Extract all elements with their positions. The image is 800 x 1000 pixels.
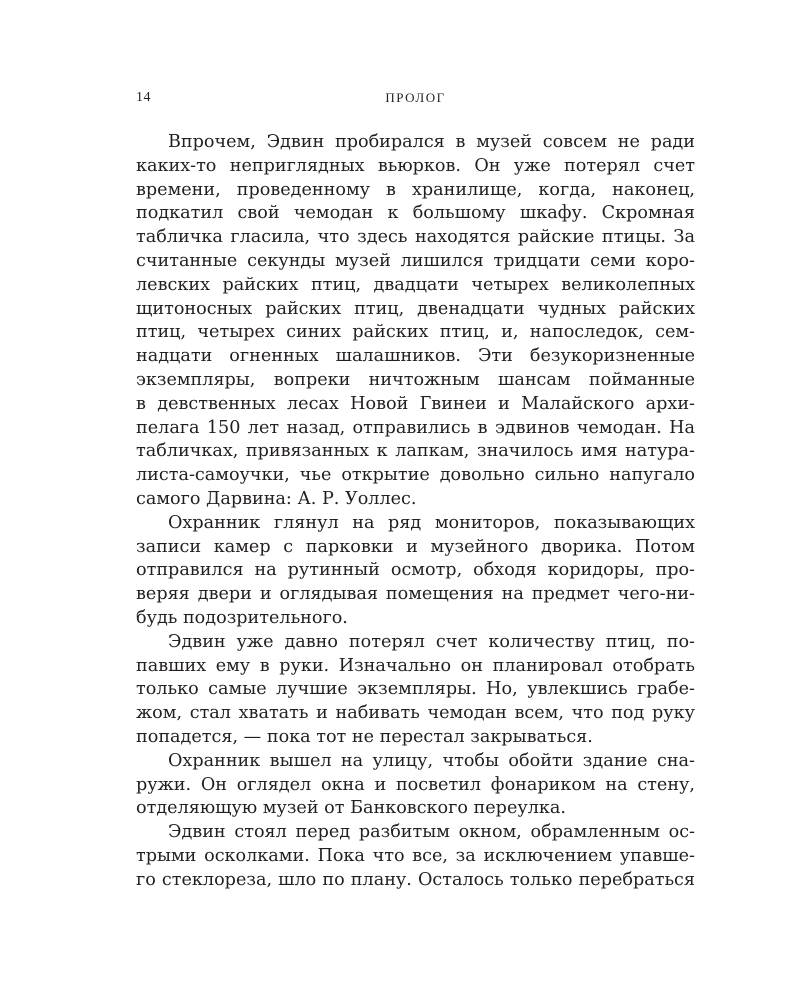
text-line: Эдвин уже давно потерял счет количеству птиц, по- [168, 631, 695, 652]
text-line: Эдвин стоял перед разбитым окном, обрамленным ос- [168, 822, 695, 843]
text-line: пелага 150 лет назад, отправились в эдвинов чемодан. На [136, 417, 695, 438]
text-line: Впрочем, Эдвин пробирался в музей совсем не ради [168, 132, 695, 152]
page-header [136, 90, 695, 112]
text-line: ружи. Он оглядел окна и посветил фонариком на стену, [136, 774, 695, 795]
text-line: листа-самоучки, чье открытие довольно сильно напугало [136, 465, 695, 486]
text-line: жом, стал хватать и набивать чемодан всем, что под руку [136, 703, 695, 724]
text-line: в девственных лесах Новой Гвинеи и Малайского архи- [136, 393, 695, 414]
text-line: табличках, привязанных к лапкам, значилось имя натура- [136, 441, 695, 462]
text-line: времени, проведенному в хранилище, когда, наконец, [136, 179, 695, 200]
text-line: самого Дарвина: А. Р. Уоллес. [136, 488, 417, 509]
text-line: Охранник вышел на улицу, чтобы обойти здание сна- [168, 750, 695, 771]
text-line: считанные секунды музей лишился тридцати семи коро- [136, 250, 695, 271]
text-line: го стеклореза, шло по плану. Осталось только перебраться [136, 869, 695, 890]
body-text [136, 131, 695, 893]
text-line: будь подозрительного. [136, 607, 348, 628]
text-line: веряя двери и оглядывая помещения на предмет чего-ни- [136, 584, 695, 605]
text-line: только самые лучшие экземпляры. Но, увлекшись грабе- [136, 679, 695, 700]
text-line: экземпляры, вопреки ничтожным шансам пойманные [136, 369, 695, 390]
text-line: каких-то неприглядных вьюрков. Он уже потерял счет [136, 155, 695, 176]
text-line: надцати огненных шалашников. Эти безукоризненные [136, 346, 695, 367]
text-line: отделяющую музей от Банковского переулка. [136, 798, 566, 819]
text-line: подкатил свой чемодан к большому шкафу. Скромная [136, 203, 695, 224]
text-line: павших ему в руки. Изначально он планировал отобрать [136, 655, 695, 676]
text-line: Охранник глянул на ряд мониторов, показывающих [168, 512, 695, 533]
running-head: ПРОЛОГ [385, 90, 446, 105]
text-line: отправился на рутинный осмотр, обходя коридоры, про- [136, 560, 695, 581]
text-line: попадется, — пока тот не перестал закрываться. [136, 726, 593, 747]
text-line: птиц, четырех синих райских птиц, и, напоследок, сем- [136, 322, 695, 343]
text-line: щитоносных райских птиц, двенадцати чудных райских [136, 298, 695, 319]
text-line: табличка гласила, что здесь находятся райские птицы. За [136, 227, 695, 248]
text-line: левских райских птиц, двадцати четырех великолепных [136, 274, 695, 295]
text-line: трыми осколками. Пока что все, за исключением упавше- [136, 845, 695, 866]
text-line: записи камер с парковки и музейного дворика. Потом [136, 536, 695, 557]
page-number: 14 [136, 90, 151, 105]
